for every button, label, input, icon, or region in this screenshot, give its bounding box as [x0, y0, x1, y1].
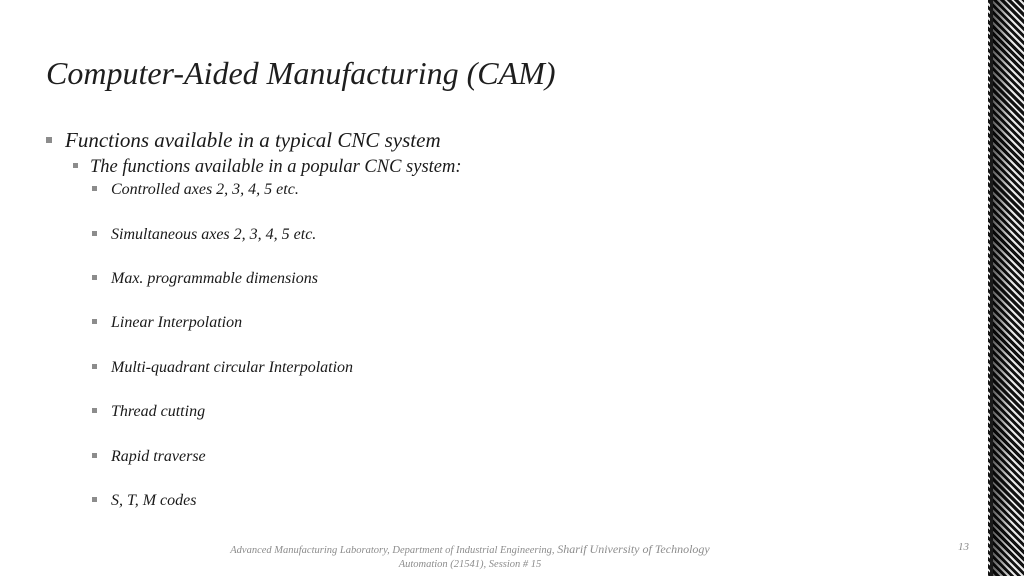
square-bullet-icon: [92, 319, 97, 324]
list-item: [92, 492, 196, 510]
square-bullet-icon: [92, 453, 97, 458]
list-item: [92, 226, 316, 244]
footer-university-text: Sharif University of Technology: [557, 542, 710, 556]
list-item-text: Rapid traverse: [111, 448, 206, 465]
square-bullet-icon: [46, 137, 52, 143]
page-number: 13: [958, 541, 969, 553]
bullet-text: The functions available in a popular CNC system:: [90, 157, 462, 177]
list-item-text: Thread cutting: [111, 403, 206, 420]
footer-line-2: Automation (21541), Session # 15: [398, 559, 542, 570]
list-item-text: Controlled axes 2, 3, 4, 5 etc.: [111, 181, 299, 198]
bullet-level-1: [46, 128, 441, 153]
decorative-edge-shade: [993, 0, 1024, 576]
bullet-text: Functions available in a typical CNC system: [65, 128, 441, 152]
list-item-text: Multi-quadrant circular Interpolation: [111, 359, 354, 376]
list-item-text: Simultaneous axes 2, 3, 4, 5 etc.: [111, 226, 317, 243]
list-item: [92, 359, 353, 377]
slide-title: Computer-Aided Manufacturing (CAM): [46, 55, 556, 91]
list-item-text: Linear Interpolation: [111, 314, 243, 331]
square-bullet-icon: [92, 408, 97, 413]
square-bullet-icon: [92, 497, 97, 502]
square-bullet-icon: [92, 364, 97, 369]
square-bullet-icon: [73, 163, 78, 168]
list-item-text: Max. programmable dimensions: [111, 270, 318, 287]
square-bullet-icon: [92, 186, 97, 191]
list-item: [92, 270, 318, 288]
footer-lab-text: Advanced Manufacturing Laboratory, Department of Industrial Engineering,: [230, 545, 558, 556]
list-item: [92, 314, 242, 332]
list-item: [92, 181, 299, 199]
square-bullet-icon: [92, 275, 97, 280]
list-item: [92, 403, 205, 421]
square-bullet-icon: [92, 231, 97, 236]
list-item: [92, 448, 206, 466]
decorative-edge-stripe: [979, 0, 988, 576]
list-item-text: S, T, M codes: [111, 492, 197, 509]
bullet-level-2: [73, 157, 462, 178]
footer-line-1: [0, 542, 940, 557]
